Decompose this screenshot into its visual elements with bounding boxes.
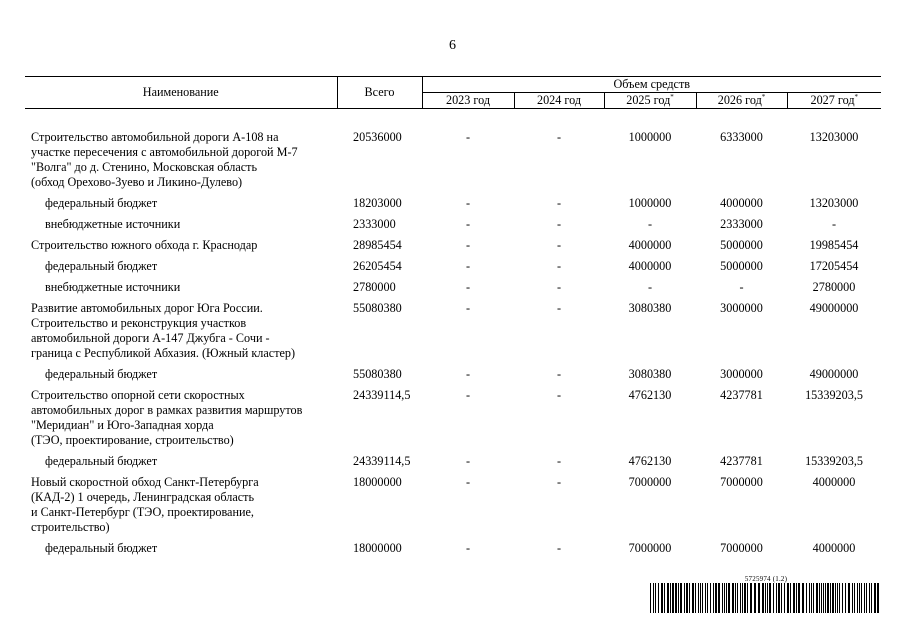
row-year-value: 3000000 bbox=[720, 301, 763, 315]
row-name-line: "Меридиан" и Юго-Западная хорда bbox=[31, 418, 214, 432]
row-year-value: 4000000 bbox=[720, 196, 763, 210]
barcode-bar bbox=[742, 583, 743, 613]
row-year-value: - bbox=[465, 280, 471, 294]
table-spacer-row bbox=[25, 109, 881, 131]
row-total: 24339114,5 bbox=[353, 454, 411, 468]
barcode-bar bbox=[790, 583, 791, 613]
barcode-bar bbox=[705, 583, 706, 613]
barcode-bar bbox=[784, 583, 785, 613]
barcode-bar bbox=[698, 583, 699, 613]
table-row bbox=[25, 280, 881, 301]
table-row bbox=[25, 238, 881, 259]
row-name-line: граница с Республикой Абхазия. (Южный кластер) bbox=[31, 346, 296, 360]
row-year-value: 4000000 bbox=[812, 541, 856, 555]
barcode-bar bbox=[732, 583, 734, 613]
row-year-value: - bbox=[556, 454, 562, 468]
row-source-name bbox=[25, 454, 337, 475]
row-year-value: 19985454 bbox=[809, 238, 859, 252]
row-year-value: - bbox=[556, 301, 562, 315]
header-year-footnote-mark: * bbox=[670, 92, 674, 101]
barcode-bar bbox=[796, 583, 797, 613]
row-year-value: - bbox=[556, 130, 562, 144]
row-name-line: Строительство и реконструкция участков bbox=[31, 316, 247, 330]
barcode-bar bbox=[678, 583, 679, 613]
barcode-bar bbox=[813, 583, 814, 613]
header-year-label: 2024 год bbox=[536, 93, 582, 107]
row-source-name bbox=[25, 196, 337, 217]
row-year-value: - bbox=[465, 454, 471, 468]
row-year-value: 7000000 bbox=[720, 541, 763, 555]
row-year-value: - bbox=[556, 280, 562, 294]
barcode-bar bbox=[781, 583, 782, 613]
row-year-value: 7000000 bbox=[628, 541, 672, 555]
row-year-value: - bbox=[739, 280, 744, 294]
row-year-value: 1000000 bbox=[628, 196, 672, 210]
row-year-value: 7000000 bbox=[720, 475, 763, 489]
row-year-value: - bbox=[831, 217, 837, 231]
barcode-bar bbox=[854, 583, 855, 613]
header-year-label: 2026 год bbox=[717, 93, 762, 107]
row-year-value: 4762130 bbox=[628, 388, 672, 402]
barcode-bar bbox=[869, 583, 870, 613]
barcode-bar bbox=[707, 583, 708, 613]
row-year-value: - bbox=[556, 367, 562, 381]
barcode-bar bbox=[787, 583, 789, 613]
table-row bbox=[25, 454, 881, 475]
row-year-value: - bbox=[465, 196, 471, 210]
barcode-bar bbox=[750, 583, 752, 613]
barcode-bar bbox=[816, 583, 818, 613]
row-year-value: 2333000 bbox=[720, 217, 763, 231]
barcode-bar bbox=[726, 583, 727, 613]
row-year-value: - bbox=[465, 541, 471, 555]
barcode-bar bbox=[866, 583, 867, 613]
table-row bbox=[25, 259, 881, 280]
row-year-value: - bbox=[647, 217, 653, 231]
table-row bbox=[25, 217, 881, 238]
header-year bbox=[514, 93, 604, 109]
row-total: 2780000 bbox=[353, 280, 396, 294]
row-name-line: внебюджетные источники bbox=[45, 280, 181, 294]
row-year-value: 13203000 bbox=[809, 196, 859, 210]
header-year bbox=[696, 93, 787, 109]
header-funding-group: Объем средств bbox=[422, 77, 881, 93]
header-year bbox=[787, 93, 881, 109]
row-year-value: 1000000 bbox=[628, 130, 672, 144]
row-name-line: строительство) bbox=[31, 520, 110, 534]
row-project-name bbox=[25, 301, 337, 367]
barcode-label: 5725974 (1.2) bbox=[744, 575, 788, 583]
row-project-name bbox=[25, 238, 337, 259]
row-year-value: - bbox=[556, 196, 562, 210]
row-year-value: 17205454 bbox=[809, 259, 859, 273]
barcode-bar bbox=[702, 583, 703, 613]
barcode-bar bbox=[837, 583, 838, 613]
barcode-bar bbox=[715, 583, 717, 613]
page-number: 6 bbox=[449, 38, 456, 53]
barcode-bar bbox=[861, 583, 862, 613]
barcode-bar bbox=[675, 583, 677, 613]
table-row bbox=[25, 130, 881, 196]
barcode-bar bbox=[802, 583, 804, 613]
row-project-name bbox=[25, 130, 337, 196]
row-year-value: 3000000 bbox=[720, 367, 763, 381]
row-year-value: 49000000 bbox=[809, 367, 859, 381]
barcode-bar bbox=[793, 583, 795, 613]
barcode-bar bbox=[809, 583, 810, 613]
barcode-bar bbox=[821, 583, 822, 613]
row-name-line: (КАД-2) 1 очередь, Ленинградская область bbox=[31, 490, 255, 504]
row-year-value: - bbox=[465, 130, 471, 144]
table-row bbox=[25, 388, 881, 454]
row-source-name bbox=[25, 367, 337, 388]
row-year-value: 5000000 bbox=[720, 259, 763, 273]
row-year-value: - bbox=[556, 238, 562, 252]
row-year-value: - bbox=[556, 475, 562, 489]
row-year-value: - bbox=[647, 280, 653, 294]
barcode-bar bbox=[680, 583, 682, 613]
barcode-bar bbox=[718, 583, 720, 613]
row-year-value: 3080380 bbox=[628, 301, 672, 315]
row-year-value: - bbox=[556, 388, 562, 402]
barcode-bar bbox=[845, 583, 846, 613]
row-total: 24339114,5 bbox=[353, 388, 411, 402]
barcode-bar bbox=[740, 583, 741, 613]
row-source-name bbox=[25, 217, 337, 238]
barcode-bar bbox=[695, 583, 696, 613]
barcode-bar bbox=[806, 583, 807, 613]
barcode-bar bbox=[672, 583, 674, 613]
barcode-bar bbox=[827, 583, 829, 613]
row-name-line: Развитие автомобильных дорог Юга России. bbox=[31, 301, 263, 315]
row-year-value: 4000000 bbox=[628, 238, 672, 252]
row-year-value: 4762130 bbox=[628, 454, 672, 468]
header-year-label: 2027 год bbox=[810, 93, 855, 107]
barcode-bar bbox=[686, 583, 688, 613]
row-name-line: автомобильных дорог в рамках развития маршрутов bbox=[31, 403, 303, 417]
row-name-line: Строительство автомобильной дороги А-108 на bbox=[31, 130, 279, 144]
table-row bbox=[25, 196, 881, 217]
row-year-value: 15339203,5 bbox=[805, 388, 863, 402]
row-source-name bbox=[25, 280, 337, 301]
barcode-bar bbox=[852, 583, 853, 613]
row-total: 18203000 bbox=[353, 196, 402, 210]
row-name-line: федеральный бюджет bbox=[45, 259, 158, 273]
row-year-value: 6333000 bbox=[720, 130, 763, 144]
barcode-bar bbox=[692, 583, 694, 613]
header-year-footnote-mark: * bbox=[761, 92, 766, 101]
row-year-value: - bbox=[556, 259, 562, 273]
barcode-bar bbox=[758, 583, 760, 613]
row-name-line: внебюджетные источники bbox=[45, 217, 181, 231]
barcode-bar bbox=[830, 583, 831, 613]
barcode-bar bbox=[728, 583, 730, 613]
row-year-value: - bbox=[465, 367, 471, 381]
barcode-bar bbox=[859, 583, 860, 613]
row-name-line: федеральный бюджет bbox=[45, 196, 158, 210]
row-project-name bbox=[25, 388, 337, 454]
barcode-bar bbox=[710, 583, 711, 613]
row-year-value: - bbox=[465, 238, 471, 252]
barcode-bar bbox=[835, 583, 836, 613]
row-total: 20536000 bbox=[353, 130, 402, 144]
row-source-name bbox=[25, 541, 337, 562]
barcode-bar bbox=[700, 583, 701, 613]
barcode-bar bbox=[765, 583, 766, 613]
row-name-line: автомобильной дороги А-147 Джубга - Сочи - bbox=[31, 331, 270, 345]
barcode-bar bbox=[650, 583, 651, 613]
row-total: 28985454 bbox=[353, 238, 402, 252]
row-year-value: 2780000 bbox=[812, 280, 856, 294]
row-source-name bbox=[25, 259, 337, 280]
barcode-bar bbox=[737, 583, 738, 613]
barcode-bar bbox=[823, 583, 824, 613]
table-row bbox=[25, 301, 881, 367]
barcode-bar bbox=[762, 583, 764, 613]
barcode-bar bbox=[857, 583, 858, 613]
row-year-value: 7000000 bbox=[628, 475, 672, 489]
row-total: 18000000 bbox=[353, 475, 402, 489]
row-year-value: 4000000 bbox=[628, 259, 672, 273]
row-year-value: 4237781 bbox=[720, 454, 763, 468]
barcode-bar bbox=[819, 583, 820, 613]
row-year-value: - bbox=[465, 301, 471, 315]
barcode bbox=[650, 575, 882, 613]
header-year-label: 2025 год bbox=[626, 93, 671, 107]
row-name-line: участке пересечения с автомобильной дорогой М-7 bbox=[31, 145, 298, 159]
row-total: 26205454 bbox=[353, 259, 402, 273]
barcode-bar bbox=[864, 583, 865, 613]
barcode-bar bbox=[722, 583, 723, 613]
row-name-line: Строительство южного обхода г. Краснодар bbox=[31, 238, 258, 252]
barcode-bar bbox=[747, 583, 748, 613]
row-year-value: 13203000 bbox=[809, 130, 859, 144]
row-name-line: Строительство опорной сети скоростных bbox=[31, 388, 245, 402]
row-year-value: - bbox=[465, 475, 471, 489]
row-total: 18000000 bbox=[353, 541, 402, 555]
row-year-value: - bbox=[465, 259, 471, 273]
row-total: 55080380 bbox=[353, 367, 402, 381]
barcode-bar bbox=[842, 583, 843, 613]
barcode-bar bbox=[776, 583, 777, 613]
barcode-bar bbox=[744, 583, 746, 613]
header-year bbox=[604, 93, 696, 109]
row-name-line: (обход Орехово-Зуево и Ликино-Дулево) bbox=[31, 175, 243, 189]
barcode-bar bbox=[871, 583, 872, 613]
header-year-label: 2023 год bbox=[445, 93, 491, 107]
row-name-line: Новый скоростной обход Санкт-Петербурга bbox=[31, 475, 259, 489]
table-row bbox=[25, 541, 881, 562]
row-year-value: - bbox=[465, 217, 471, 231]
barcode-bar bbox=[832, 583, 834, 613]
header-year bbox=[422, 93, 514, 109]
barcode-bar bbox=[664, 583, 665, 613]
barcode-bar bbox=[811, 583, 812, 613]
row-year-value: - bbox=[556, 217, 562, 231]
barcode-bar bbox=[735, 583, 736, 613]
header-name: Наименование bbox=[25, 77, 337, 109]
barcode-bar bbox=[689, 583, 690, 613]
barcode-bar bbox=[848, 583, 850, 613]
barcode-bar bbox=[798, 583, 800, 613]
header-total: Всего bbox=[337, 77, 422, 109]
barcode-bar bbox=[670, 583, 671, 613]
barcode-bar bbox=[778, 583, 780, 613]
row-year-value: 4237781 bbox=[720, 388, 763, 402]
barcode-bar bbox=[769, 583, 771, 613]
row-year-value: - bbox=[465, 388, 471, 402]
row-total: 55080380 bbox=[353, 301, 402, 315]
barcode-bar bbox=[754, 583, 756, 613]
barcode-bar bbox=[767, 583, 768, 613]
table-row bbox=[25, 367, 881, 388]
barcode-bar bbox=[773, 583, 774, 613]
row-name-line: федеральный бюджет bbox=[45, 454, 158, 468]
row-year-value: 49000000 bbox=[809, 301, 859, 315]
row-total: 2333000 bbox=[353, 217, 396, 231]
header-year-footnote-mark: * bbox=[854, 92, 859, 101]
barcode-bar bbox=[724, 583, 725, 613]
row-year-value: 3080380 bbox=[628, 367, 672, 381]
barcode-bar bbox=[839, 583, 840, 613]
row-name-line: и Санкт-Петербург (ТЭО, проектирование, bbox=[31, 505, 254, 519]
barcode-bar bbox=[713, 583, 714, 613]
barcode-bar bbox=[655, 583, 656, 613]
barcode-bar bbox=[825, 583, 826, 613]
barcode-bar bbox=[874, 583, 876, 613]
barcode-image bbox=[650, 583, 882, 613]
barcode-bar bbox=[877, 583, 879, 613]
row-year-value: 4000000 bbox=[812, 475, 856, 489]
table-row bbox=[25, 475, 881, 541]
barcode-bar bbox=[661, 583, 663, 613]
row-project-name bbox=[25, 475, 337, 541]
barcode-bar bbox=[684, 583, 685, 613]
row-name-line: (ТЭО, проектирование, строительство) bbox=[31, 433, 234, 447]
row-name-line: федеральный бюджет bbox=[45, 367, 158, 381]
row-year-value: 5000000 bbox=[720, 238, 763, 252]
barcode-bar bbox=[653, 583, 654, 613]
row-name-line: федеральный бюджет bbox=[45, 541, 158, 555]
funding-table bbox=[25, 76, 881, 562]
row-name-line: "Волга" до д. Стенино, Московская область bbox=[31, 160, 258, 174]
row-year-value: 15339203,5 bbox=[805, 454, 863, 468]
barcode-bar bbox=[658, 583, 659, 613]
barcode-bar bbox=[667, 583, 669, 613]
row-year-value: - bbox=[556, 541, 562, 555]
